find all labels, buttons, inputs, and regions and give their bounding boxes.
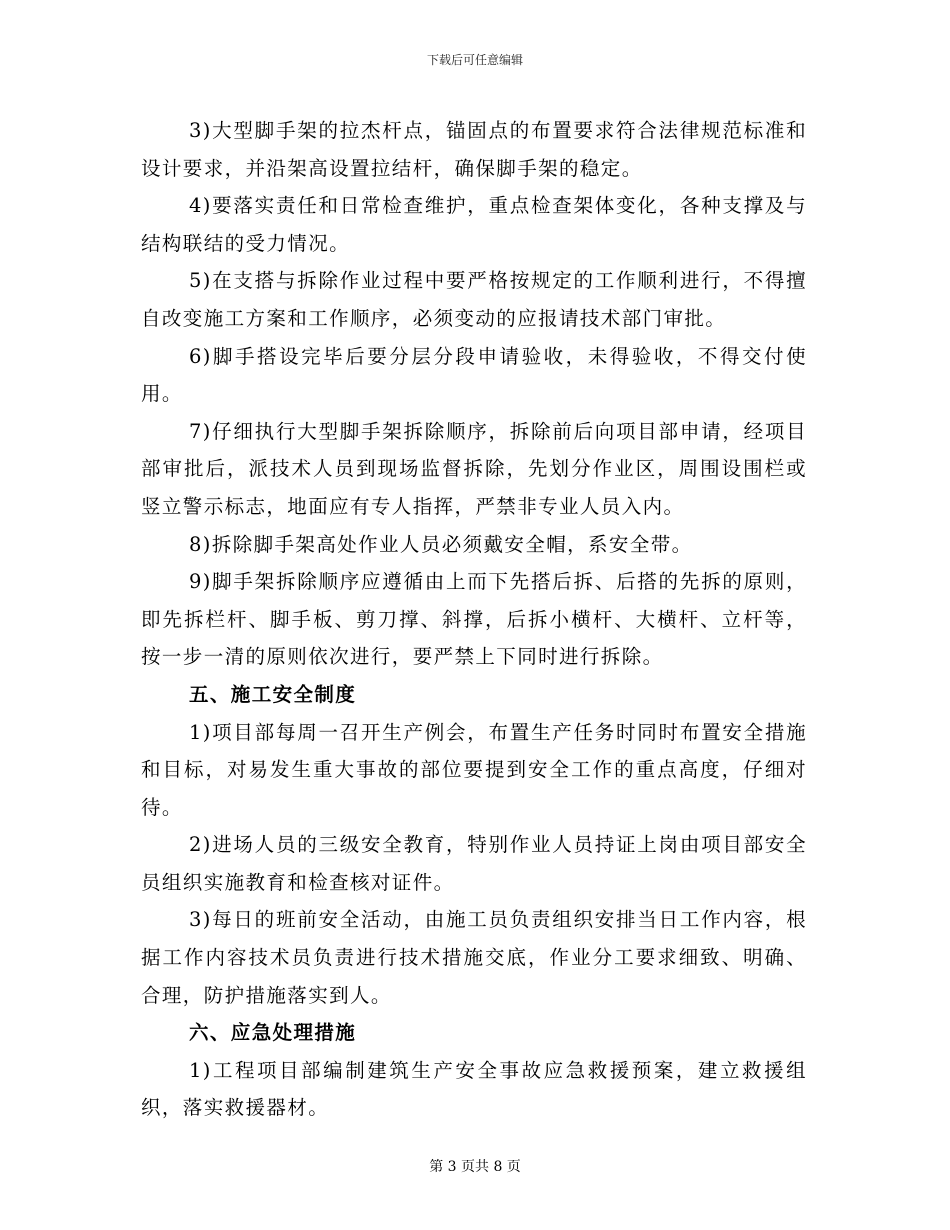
document-body [141, 112, 807, 1127]
safety-system-item-2: 2)进场人员的三级安全教育，特别作业人员持证上岗由项目部安全员组织实施教育和检查核对证件。 [141, 833, 807, 894]
paragraph-item-7: 7)仔细执行大型脚手架拆除顺序，拆除前后向项目部申请，经项目部审批后，派技术人员到现场监督拆除，先划分作业区，周围设围栏或竖立警示标志，地面应有专人指挥，严禁非专业人员入内。 [141, 419, 807, 518]
section-heading-safety-system: 五、施工安全制度 [189, 682, 357, 706]
safety-system-item-1: 1)项目部每周一召开生产例会，布置生产任务时同时布置安全措施和目标，对易发生重大事故的部位要提到安全工作的重点高度，仔细对待。 [141, 720, 807, 819]
paragraph-item-8: 8)拆除脚手架高处作业人员必须戴安全帽，系安全带。 [189, 532, 693, 556]
paragraph-item-9: 9)脚手架拆除顺序应遵循由上而下先搭后拆、后搭的先拆的原则，即先拆栏杆、脚手板、剪刀撑、斜撑，后拆小横杆、大横杆、立杆等，按一步一清的原则依次进行，要严禁上下同时进行拆除。 [141, 570, 807, 669]
safety-system-item-3: 3)每日的班前安全活动，由施工员负责组织安排当日工作内容，根据工作内容技术员负责进行技术措施交底，作业分工要求细致、明确、合理，防护措施落实到人。 [141, 908, 807, 1007]
emergency-measures-item-1: 1)工程项目部编制建筑生产安全事故应急救援预案，建立救援组织，落实救援器材。 [141, 1058, 807, 1120]
page-header: 下载后可任意编辑 [426, 53, 523, 67]
section-heading-emergency-measures: 六、应急处理措施 [189, 1021, 357, 1045]
page-footer: 第 3 页共 8 页 [429, 1159, 521, 1175]
paragraph-item-4: 4)要落实责任和日常检查维护，重点检查架体变化，各种支撑及与结构联结的受力情况。 [141, 194, 807, 255]
paragraph-item-5: 5)在支搭与拆除作业过程中要严格按规定的工作顺利进行，不得擅自改变施工方案和工作顺序，必须变动的应报请技术部门审批。 [141, 269, 807, 330]
paragraph-item-6: 6)脚手搭设完毕后要分层分段申请验收，未得验收，不得交付使用。 [141, 344, 807, 406]
paragraph-item-3: 3)大型脚手架的拉杰杆点，锚固点的布置要求符合法律规范标准和设计要求，并沿架高设置拉结杆，确保脚手架的稳定。 [141, 119, 807, 180]
